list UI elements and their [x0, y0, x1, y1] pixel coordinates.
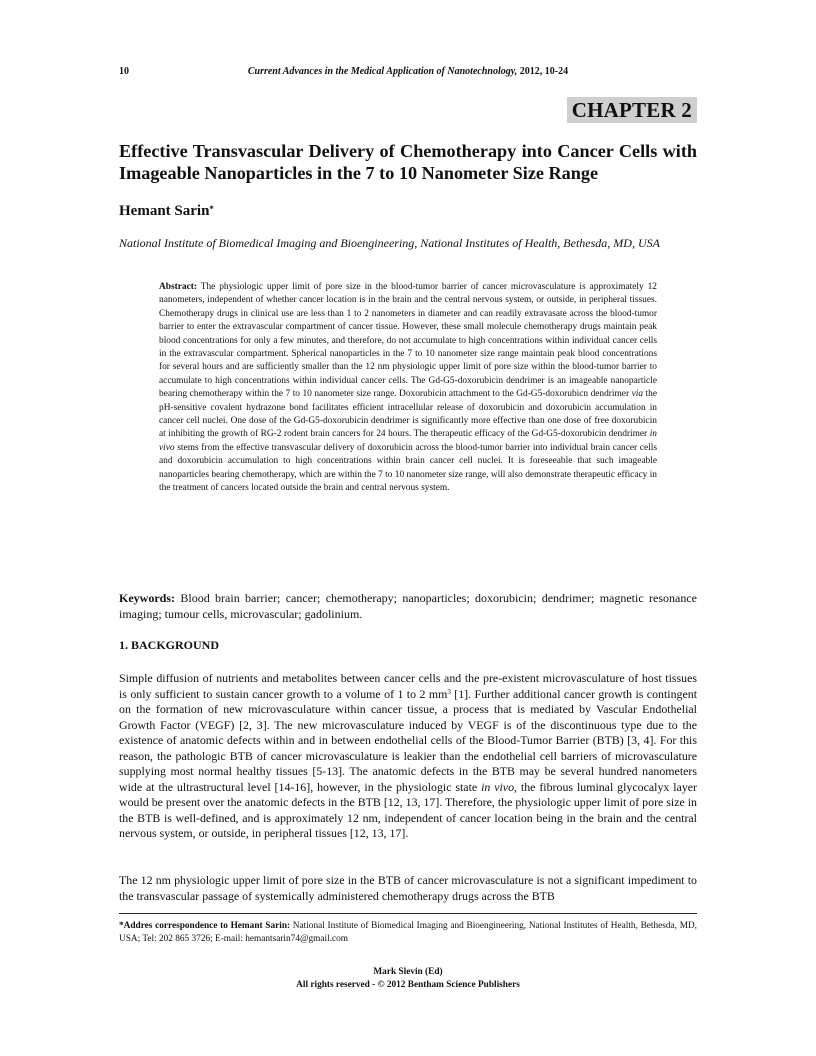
keywords-text: Blood brain barrier; cancer; chemotherapy; nanoparticles; doxorubicin; dendrimer; magnetic resonance imaging; tumour cells, microvascular; gadolinium.	[119, 591, 697, 621]
superscript-3: 3	[447, 687, 451, 696]
publisher-block	[0, 966, 816, 991]
journal-year-pages: 2012, 10-24	[517, 66, 569, 77]
abstract-italic-in-vivo: in vivo	[159, 429, 657, 453]
footnote-divider	[119, 913, 697, 914]
paper-title: Effective Transvascular Delivery of Chemotherapy into Cancer Cells with Imageable Nanoparticles in the 7 to 10 Nanometer Size Range	[119, 141, 697, 183]
author	[119, 202, 214, 220]
author-affiliation: National Institute of Biomedical Imaging and Bioengineering, National Institutes of Health, Bethesda, MD, USA	[119, 236, 660, 250]
body-paragraph-2: The 12 nm physiologic upper limit of pore size in the BTB of cancer microvasculature is not a significant impediment to the transvascular passage of systemically administered chemotherapy drugs across the BTB	[119, 873, 697, 903]
journal-citation	[119, 66, 697, 78]
footnote-label: *Addres correspondence to Hemant Sarin:	[119, 921, 291, 931]
abstract-label: Abstract:	[159, 282, 198, 292]
chapter-label: CHAPTER 2	[567, 97, 697, 123]
journal-name: Current Advances in the Medical Application of Nanotechnology,	[247, 66, 518, 77]
body-paragraph-1	[119, 671, 697, 842]
abstract-text-1: The physiologic upper limit of pore size in the blood-tumor barrier of cancer microvasculature is approximately 12 nanometers, independent of whether cancer location is in the brain and the central nervous system, or outside, in peripheral tissues. Chemotherapy drugs in clinical use are less than 1 to 2 nanometers in diameter and can readily extravasate across the blood-tumor barrier to enter the extravascular compartment of cancer tissue. However, these small molecule chemotherapy drugs maintain peak blood concentrations for only a few minutes, and therefore, do not accumulate to high concentrations within individual cancer cells in the extravascular compartment. Spherical nanoparticles in the 7 to 10 nanometer size range maintain peak blood concentrations for several hours and are sufficiently smaller than the 12 nm physiologic upper limit of pore size within the blood-tumor barrier to accumulate to high concentrations within individual cancer cells. The Gd-G5-doxorubicin dendrimer is an imageable nanoparticle bearing chemotherapy within the 7 to 10 nanometer size range. Doxorubicin attachment to the Gd-G5-doxorubicn dendrimer	[159, 282, 657, 400]
abstract	[159, 281, 657, 496]
paragraph-1-text-1: Simple diffusion of nutrients and metabolites between cancer cells and the pre-existent microvasculature of host tissues is only sufficient to sustain cancer growth to a volume of 1 to 2 mm	[119, 671, 697, 701]
editor-line: Mark Slevin (Ed)	[373, 967, 443, 977]
keywords-label: Keywords:	[119, 591, 175, 605]
paragraph-1-italic-in-vivo: in vivo	[481, 779, 515, 794]
abstract-text-2: the pH-sensitive covalent hydrazone bond facilitates efficient intracellular release of doxorubicin and doxorubicin accumulation in cancer cell nuclei. One dose of the Gd-G5-doxorubicin dendrimer is significantly more effective than one dose of free doxorubicin at inhibiting the growth of RG-2 rodent brain cancers for 24 hours. The therapeutic efficacy of the Gd-G5-doxorubicin dendrimer	[159, 389, 657, 440]
page-number: 10	[119, 66, 129, 77]
paragraph-1-text-2: [1]. Further additional cancer growth is contingent on the formation of new microvasculature within cancer tissue, a process that is mediated by Vascular Endothelial Growth Factor (VEGF) [2, 3]. The new microvasculature induced by VEGF is of the discontinuous type due to the existence of anatomic defects within and in between endothelial cells of the Blood-Tumor Barrier (BTB) [3, 4]. For this reason, the pathologic BTB of cancer microvasculature is leakier than the endothelial cell barriers of microvasculature supplying most normal healthy tissues [5-13]. The anatomic defects in the BTB may be several hundred nanometers wide at the ultrastructural level [14-16], however, in the physiologic state	[119, 686, 697, 794]
section-heading: 1. BACKGROUND	[119, 638, 220, 652]
author-footnote-marker: *	[209, 204, 214, 214]
correspondence-footnote	[119, 920, 697, 945]
author-name: Hemant Sarin	[119, 203, 210, 219]
abstract-italic-via: via	[631, 389, 644, 400]
keywords	[119, 591, 697, 622]
abstract-text-3: stems from the effective transvascular delivery of doxorubicin across the blood-tumor barrier into individual brain cancer cells and doxorubicin accumulation to high concentrations within brain cancer cell nuclei. It is foreseeable that such imageable nanoparticles bearing chemotherapy, which are within the 7 to 10 nanometer size range, will also demonstrate therapeutic efficacy in the treatment of cancers located outside the brain and central nervous system.	[159, 442, 657, 494]
paragraph-1-text-3: , the fibrous luminal glycocalyx layer would be present over the anatomic defects in the BTB [12, 13, 17]. Therefore, the physiologic upper limit of pore size in the BTB is well-defined, and is approximately 12 nm, independent of cancer location being in the brain and the central nervous system, or outside, in peripheral tissues [12, 13, 17].	[119, 779, 698, 840]
footnote-text: National Institute of Biomedical Imaging and Bioengineering, National Institutes of Health, Bethesda, MD, USA; Tel: 202 865 3726; E-mail: hemantsarin74@gmail.com	[119, 921, 698, 944]
copyright-line: All rights reserved - © 2012 Bentham Science Publishers	[296, 979, 520, 990]
